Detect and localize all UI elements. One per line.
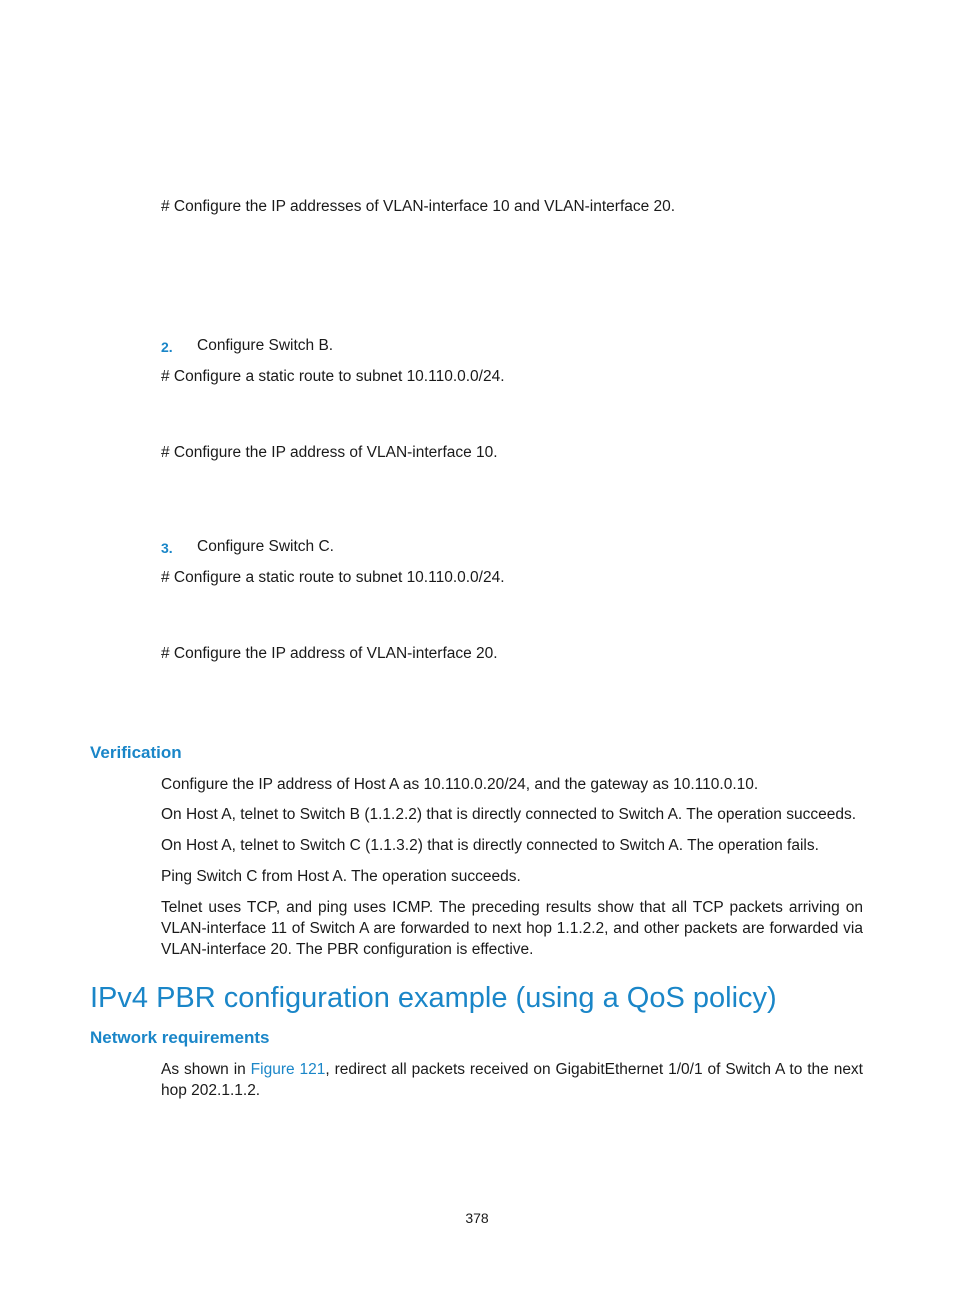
- network-requirements-para: [161, 1059, 863, 1101]
- network-requirements-heading: Network requirements: [90, 1028, 270, 1047]
- verification-para-4: Ping Switch C from Host A. The operation succeeds.: [161, 868, 521, 885]
- page-number: 378: [465, 1210, 489, 1226]
- example-title: IPv4 PBR configuration example (using a QoS policy): [90, 982, 777, 1014]
- verification-heading: Verification: [90, 743, 182, 762]
- verification-para-2: On Host A, telnet to Switch B (1.1.2.2) that is directly connected to Switch A. The operation succeeds.: [161, 806, 856, 823]
- verification-para-1: Configure the IP address of Host A as 10.110.0.20/24, and the gateway as 10.110.0.10.: [161, 776, 759, 793]
- verification-para-3: On Host A, telnet to Switch C (1.1.3.2) that is directly connected to Switch A. The operation fails.: [161, 837, 819, 854]
- step-2-title: Configure Switch B.: [197, 337, 334, 354]
- net-req-prefix: As shown in: [161, 1061, 251, 1078]
- step-2-static-route-text: # Configure a static route to subnet 10.110.0.0/24.: [161, 368, 505, 385]
- step-3-static-route-text: # Configure a static route to subnet 10.110.0.0/24.: [161, 569, 505, 586]
- figure-121-link[interactable]: Figure 121: [250, 1061, 326, 1078]
- net-req-suffix: , redirect all packets received on GigabitEthernet 1/0/1 of Switch A to the next hop 202.1.1.2.: [161, 1061, 863, 1099]
- step-3-number: 3.: [161, 540, 173, 556]
- verification-para-5: Telnet uses TCP, and ping uses ICMP. The preceding results show that all TCP packets arriving on VLAN-interface 11 of Switch A are forwarded to next hop 1.1.2.2, and other packets are forwarded via VLAN-interface 20. The PBR configuration is effective.: [161, 899, 863, 958]
- step-3-title: Configure Switch C.: [197, 538, 334, 555]
- step-2-vlan10-text: # Configure the IP address of VLAN-interface 10.: [161, 444, 498, 461]
- step-3-vlan20-text: # Configure the IP address of VLAN-interface 20.: [161, 645, 498, 662]
- config-ip-vlan10-vlan20-text: # Configure the IP addresses of VLAN-interface 10 and VLAN-interface 20.: [161, 198, 676, 215]
- step-2-number: 2.: [161, 339, 173, 355]
